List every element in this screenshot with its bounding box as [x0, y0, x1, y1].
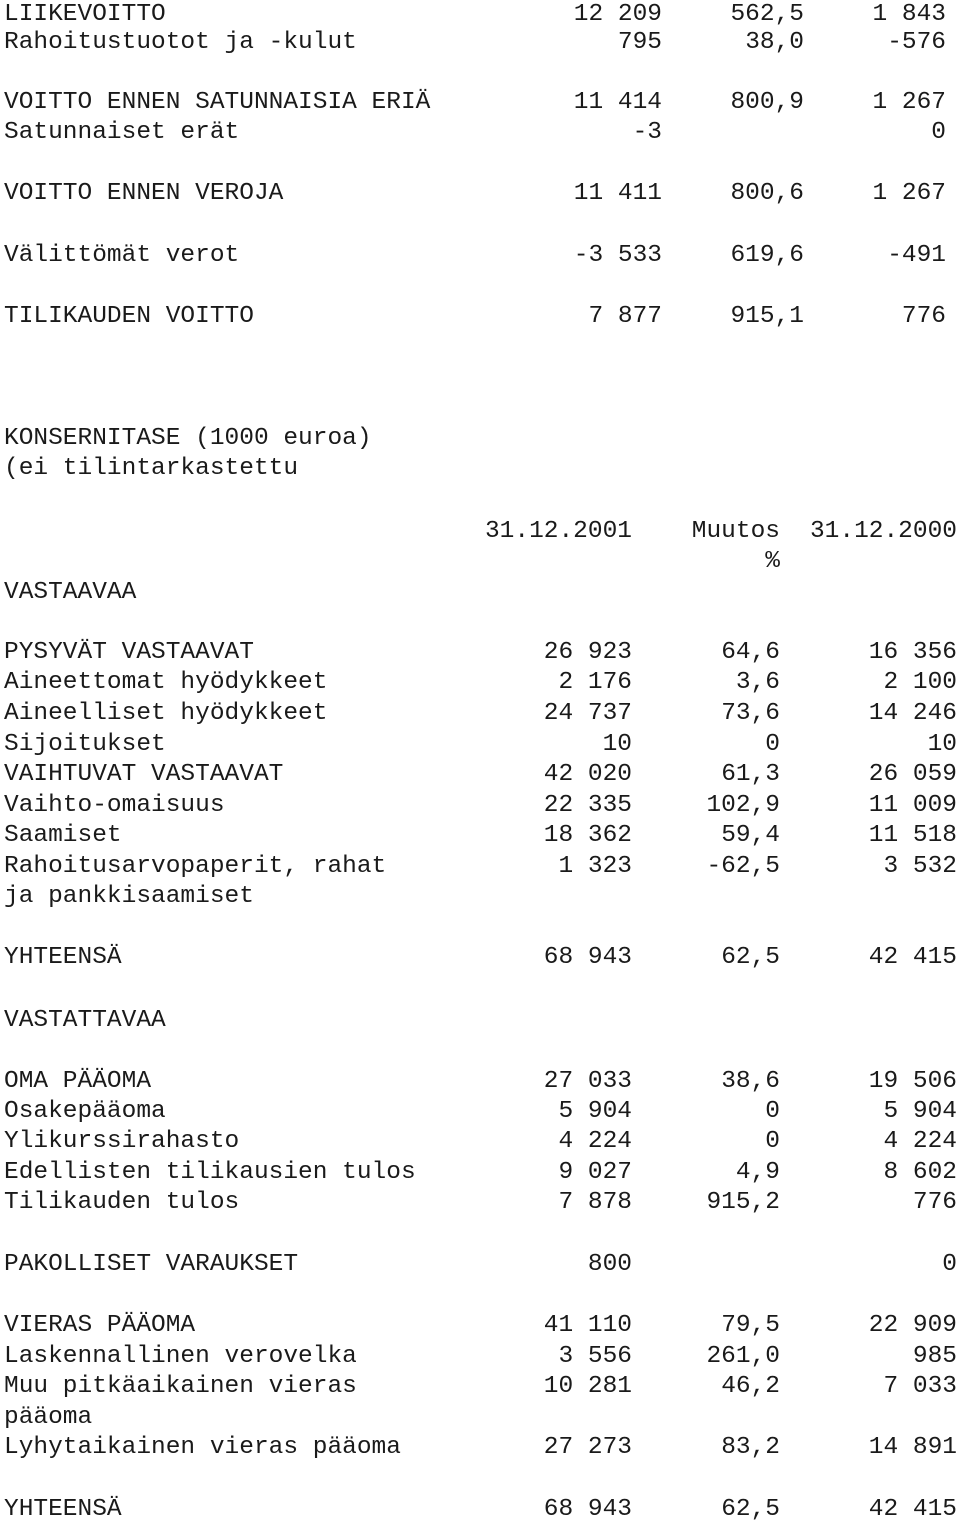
- value-2001: 5 904: [558, 1098, 632, 1125]
- value-change: 915,2: [706, 1189, 780, 1216]
- value-change: 38,0: [745, 29, 804, 56]
- column-header-2000: 31.12.2000: [809, 518, 957, 545]
- asset-row: [0, 730, 960, 760]
- row-label: Satunnaiset erät: [4, 119, 240, 146]
- value-change: 0: [765, 731, 780, 758]
- row-label: Muu pitkäaikainen vieras: [4, 1373, 357, 1400]
- asset-row: [0, 852, 960, 882]
- value-2000: 985: [912, 1343, 957, 1370]
- balance-title: [0, 424, 960, 454]
- value-2001: 68 943: [543, 944, 632, 971]
- value-2000: 8 602: [883, 1159, 957, 1186]
- value-2000: 19 506: [868, 1068, 957, 1095]
- asset-row: [0, 821, 960, 851]
- value-2000: -491: [887, 242, 946, 269]
- liabilities-total-row: [0, 1495, 960, 1525]
- value-change: 79,5: [721, 1312, 780, 1339]
- value-change: 38,6: [721, 1068, 780, 1095]
- value-change: 800,6: [730, 180, 804, 207]
- value-2000: 14 891: [868, 1434, 957, 1461]
- equity-row: [0, 1188, 960, 1218]
- value-change: 83,2: [721, 1434, 780, 1461]
- equity-row: [0, 1127, 960, 1157]
- equity-row: [0, 1158, 960, 1188]
- provisions-row: [0, 1250, 960, 1280]
- liabilities-heading-text: VASTATTAVAA: [4, 1007, 166, 1034]
- row-label: TILIKAUDEN VOITTO: [4, 303, 254, 330]
- row-label: Ylikurssirahasto: [4, 1128, 240, 1155]
- row-label: Aineettomat hyödykkeet: [4, 669, 328, 696]
- value-change: 61,3: [721, 761, 780, 788]
- value-2001: 10 281: [543, 1373, 632, 1400]
- balance-title-text: KONSERNITASE (1000 euroa): [4, 425, 372, 452]
- value-change: 0: [765, 1128, 780, 1155]
- row-label: Vaihto-omaisuus: [4, 792, 225, 819]
- value-2000: 2 100: [883, 669, 957, 696]
- value-2000: -576: [887, 29, 946, 56]
- income-row-verot: [0, 241, 960, 271]
- row-label: Rahoitusarvopaperit, rahat: [4, 853, 387, 880]
- value-2000: 4 224: [883, 1128, 957, 1155]
- value-2001: 9 027: [558, 1159, 632, 1186]
- row-label: Osakepääoma: [4, 1098, 166, 1125]
- debt-row-continuation: [0, 1403, 960, 1433]
- value-2000: 1 267: [872, 180, 946, 207]
- value-change: 915,1: [730, 303, 804, 330]
- balance-subtitle: [0, 454, 960, 484]
- row-label: LIIKEVOITTO: [4, 1, 166, 28]
- value-2000: 7 033: [883, 1373, 957, 1400]
- value-2000: 42 415: [868, 1496, 957, 1523]
- value-2001: 4 224: [558, 1128, 632, 1155]
- value-change: 102,9: [706, 792, 780, 819]
- value-2001: 7 877: [588, 303, 662, 330]
- column-header-percent: %: [765, 548, 780, 575]
- column-header-row-2: [0, 547, 960, 577]
- row-label: Sijoitukset: [4, 731, 166, 758]
- assets-heading: [0, 578, 960, 608]
- asset-row: [0, 791, 960, 821]
- asset-row: [0, 760, 960, 790]
- assets-heading-text: VASTAAVAA: [4, 579, 137, 606]
- value-2001: 10: [602, 731, 632, 758]
- debt-row: [0, 1311, 960, 1341]
- value-change: 261,0: [706, 1343, 780, 1370]
- value-2001: 12 209: [573, 1, 662, 28]
- value-2001: 2 176: [558, 669, 632, 696]
- value-2000: 776: [912, 1189, 957, 1216]
- value-change: -62,5: [706, 853, 780, 880]
- column-header-2001: 31.12.2001: [484, 518, 632, 545]
- row-label-continuation: ja pankkisaamiset: [4, 883, 254, 910]
- value-change: 64,6: [721, 639, 780, 666]
- row-label: VOITTO ENNEN VEROJA: [4, 180, 284, 207]
- row-label: VIERAS PÄÄOMA: [4, 1312, 196, 1339]
- value-2001: -3 533: [573, 242, 662, 269]
- value-change: 800,9: [730, 89, 804, 116]
- value-change: 4,9: [735, 1159, 780, 1186]
- row-label: PYSYVÄT VASTAAVAT: [4, 639, 254, 666]
- value-change: 619,6: [730, 242, 804, 269]
- value-2000: 26 059: [868, 761, 957, 788]
- value-2001: 42 020: [543, 761, 632, 788]
- liabilities-heading: [0, 1006, 960, 1036]
- row-label-continuation: pääoma: [4, 1404, 93, 1431]
- value-change: 62,5: [721, 1496, 780, 1523]
- total-label: YHTEENSÄ: [4, 944, 122, 971]
- value-change: 62,5: [721, 944, 780, 971]
- value-2001: -3: [632, 119, 662, 146]
- row-label: Laskennallinen verovelka: [4, 1343, 357, 1370]
- value-change: 562,5: [730, 1, 804, 28]
- value-change: 73,6: [721, 700, 780, 727]
- value-2001: 24 737: [543, 700, 632, 727]
- value-2001: 1 323: [558, 853, 632, 880]
- row-label: Edellisten tilikausien tulos: [4, 1159, 416, 1186]
- row-label: Rahoitustuotot ja -kulut: [4, 29, 357, 56]
- total-label: YHTEENSÄ: [4, 1496, 122, 1523]
- income-row-satunnaiset: [0, 118, 960, 148]
- row-label: VAIHTUVAT VASTAAVAT: [4, 761, 284, 788]
- debt-row: [0, 1372, 960, 1402]
- value-2000: 5 904: [883, 1098, 957, 1125]
- value-2000: 11 009: [868, 792, 957, 819]
- income-row-liikevoitto: [0, 0, 960, 30]
- value-change: 0: [765, 1098, 780, 1125]
- income-row-rahoitus: [0, 28, 960, 58]
- row-label: Aineelliset hyödykkeet: [4, 700, 328, 727]
- asset-row: [0, 638, 960, 668]
- row-label: PAKOLLISET VARAUKSET: [4, 1251, 299, 1278]
- asset-row: [0, 699, 960, 729]
- value-2001: 800: [587, 1251, 632, 1278]
- row-label: Välittömät verot: [4, 242, 240, 269]
- value-2001: 41 110: [543, 1312, 632, 1339]
- value-2001: 27 033: [543, 1068, 632, 1095]
- balance-subtitle-text: (ei tilintarkastettu: [4, 455, 299, 482]
- value-change: 3,6: [735, 669, 780, 696]
- value-2000: 11 518: [868, 822, 957, 849]
- equity-row: [0, 1097, 960, 1127]
- value-2000: 10: [927, 731, 957, 758]
- asset-row-continuation: [0, 882, 960, 912]
- debt-row: [0, 1433, 960, 1463]
- column-header-change: Muutos: [691, 518, 780, 545]
- value-2001: 27 273: [543, 1434, 632, 1461]
- value-2001: 22 335: [543, 792, 632, 819]
- income-row-voitto-ennen-satunnaisia: [0, 88, 960, 118]
- debt-row: [0, 1342, 960, 1372]
- value-2001: 3 556: [558, 1343, 632, 1370]
- row-label: Lyhytaikainen vieras pääoma: [4, 1434, 401, 1461]
- row-label: Tilikauden tulos: [4, 1189, 240, 1216]
- value-2000: 14 246: [868, 700, 957, 727]
- value-2000: 776: [901, 303, 946, 330]
- value-change: 46,2: [721, 1373, 780, 1400]
- value-2001: 795: [617, 29, 662, 56]
- row-label: VOITTO ENNEN SATUNNAISIA ERIÄ: [4, 89, 431, 116]
- value-2000: 0: [942, 1251, 957, 1278]
- row-label: Saamiset: [4, 822, 122, 849]
- row-label: OMA PÄÄOMA: [4, 1068, 152, 1095]
- value-2000: 16 356: [868, 639, 957, 666]
- value-2000: 3 532: [883, 853, 957, 880]
- value-2000: 22 909: [868, 1312, 957, 1339]
- value-2000: 1 843: [872, 1, 946, 28]
- column-header-row: [0, 517, 960, 547]
- value-2001: 68 943: [543, 1496, 632, 1523]
- value-2000: 0: [931, 119, 946, 146]
- value-2001: 18 362: [543, 822, 632, 849]
- value-change: 59,4: [721, 822, 780, 849]
- value-2001: 11 414: [573, 89, 662, 116]
- value-2000: 1 267: [872, 89, 946, 116]
- assets-total-row: [0, 943, 960, 973]
- asset-row: [0, 668, 960, 698]
- value-2001: 26 923: [543, 639, 632, 666]
- equity-row: [0, 1067, 960, 1097]
- value-2000: 42 415: [868, 944, 957, 971]
- income-row-voitto-ennen-veroja: [0, 179, 960, 209]
- value-2001: 11 411: [573, 180, 662, 207]
- value-2001: 7 878: [558, 1189, 632, 1216]
- income-row-tilikauden-voitto: [0, 302, 960, 332]
